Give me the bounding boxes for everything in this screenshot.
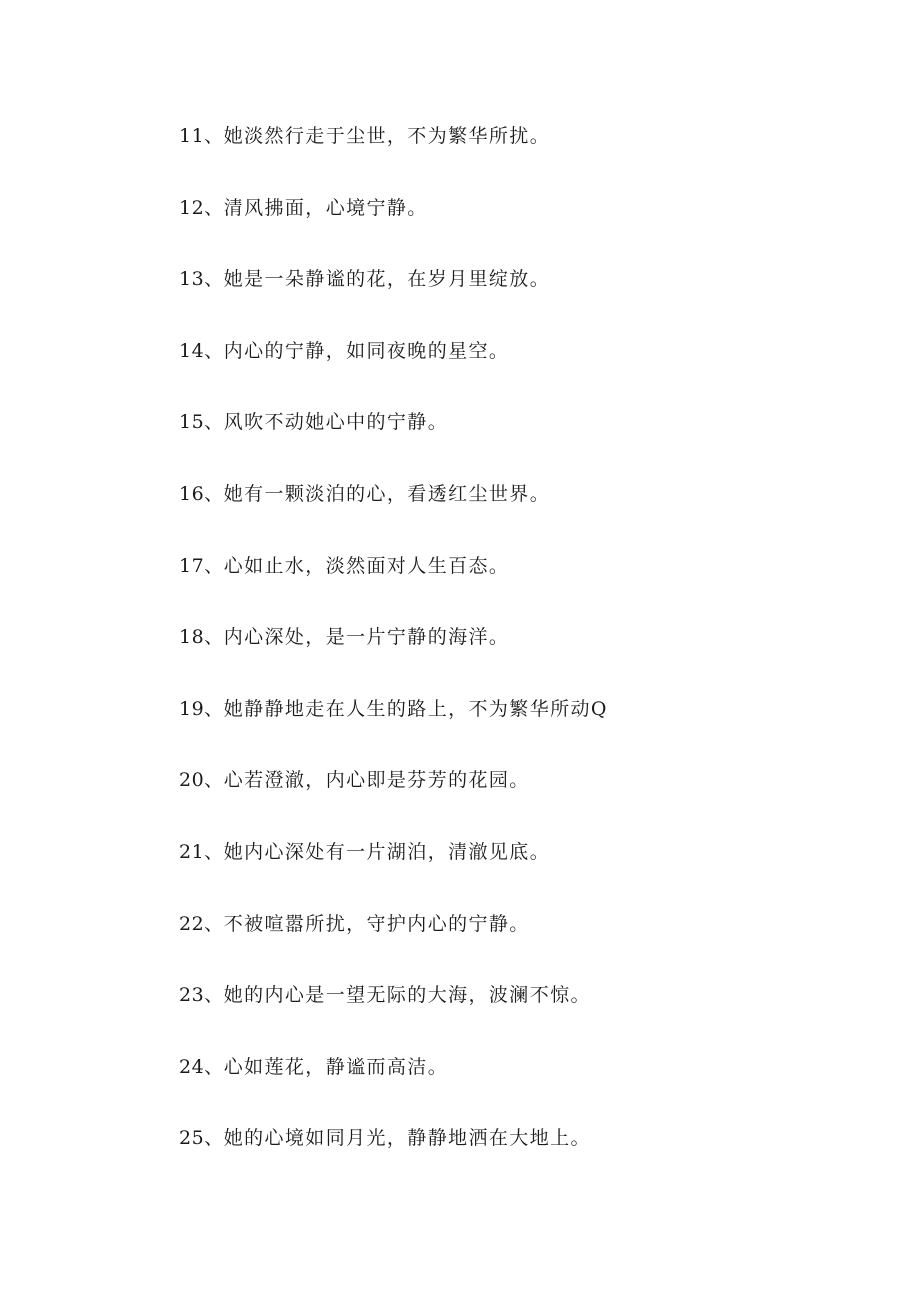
- item-number: 14、: [179, 339, 224, 362]
- item-text: 她有一颗淡泊的心，看透红尘世界。: [223, 482, 551, 505]
- list-item: [179, 474, 859, 546]
- item-text: 内心的宁静，如同夜晚的星空。: [223, 339, 510, 362]
- list-item: [179, 1047, 859, 1119]
- list-item: [179, 259, 859, 331]
- item-number: 23、: [179, 984, 224, 1007]
- item-number: 24、: [179, 1055, 224, 1078]
- item-text: 她的心境如同月光，静静地洒在大地上。: [223, 1127, 591, 1150]
- item-text: 她内心深处有一片湖泊，清澈见底。: [223, 840, 551, 863]
- list-item: [179, 188, 859, 260]
- item-text: 心如止水，淡然面对人生百态。: [223, 554, 510, 577]
- list-item: [179, 832, 859, 904]
- list-item: [179, 617, 859, 689]
- list-item: [179, 116, 859, 188]
- item-text: 她淡然行走于尘世，不为繁华所扰。: [223, 125, 551, 147]
- list-item: [179, 760, 859, 832]
- list-item: [179, 402, 859, 474]
- item-number: 11、: [179, 125, 224, 147]
- item-number: 13、: [179, 268, 224, 291]
- item-number: 17、: [179, 554, 224, 577]
- item-number: 21、: [179, 840, 224, 863]
- item-text: 她静静地走在人生的路上，不为繁华所动Q: [223, 697, 608, 720]
- sentence-list: [179, 116, 859, 1190]
- item-number: 25、: [179, 1127, 224, 1150]
- item-text: 内心深处，是一片宁静的海洋。: [223, 626, 510, 649]
- item-text: 清风拂面，心境宁静。: [223, 196, 428, 219]
- list-item: [179, 975, 859, 1047]
- item-number: 15、: [179, 411, 224, 434]
- item-text: 风吹不动她心中的宁静。: [223, 411, 449, 434]
- item-text: 心如莲花，静谧而高洁。: [223, 1055, 449, 1078]
- item-number: 12、: [179, 196, 224, 219]
- list-item: [179, 689, 859, 761]
- item-number: 16、: [179, 482, 224, 505]
- item-number: 18、: [179, 626, 224, 649]
- list-item: [179, 1118, 859, 1190]
- item-number: 20、: [179, 769, 224, 792]
- item-number: 19、: [179, 697, 224, 720]
- item-text: 不被喧嚣所扰，守护内心的宁静。: [223, 912, 530, 935]
- list-item: [179, 546, 859, 618]
- list-item: [179, 331, 859, 403]
- item-number: 22、: [179, 912, 224, 935]
- item-text: 她是一朵静谧的花，在岁月里绽放。: [223, 268, 551, 291]
- item-text: 心若澄澈，内心即是芬芳的花园。: [223, 769, 530, 792]
- list-item: [179, 904, 859, 976]
- item-text: 她的内心是一望无际的大海，波澜不惊。: [223, 984, 591, 1007]
